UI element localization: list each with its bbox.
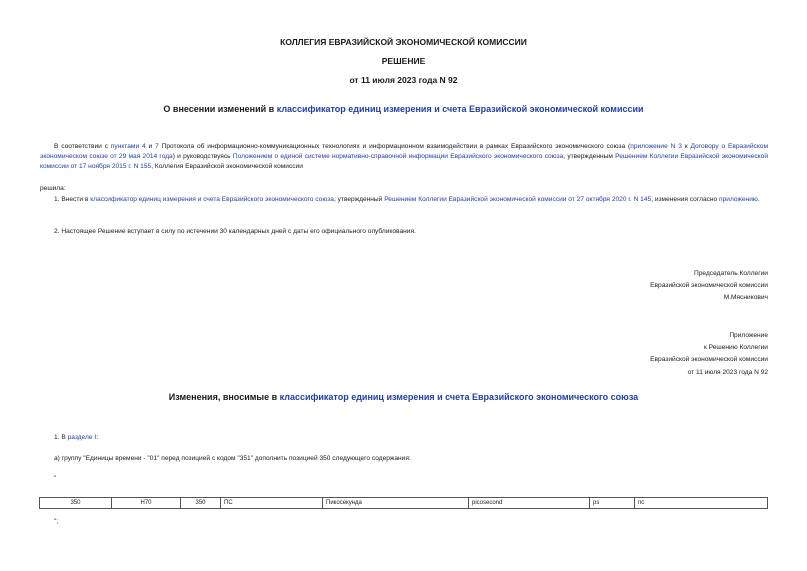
regulation-link[interactable]: Положением о единой системе нормативно-справочной информации Евразийского экономического союза	[232, 153, 564, 161]
appendix-decision: к Решению Коллегии	[703, 344, 768, 352]
decision-145-link[interactable]: Решением Коллегии Евразийской экономической комиссии от 27 октября 2020 г. N 145	[384, 196, 652, 203]
decision-155-link[interactable]: Решением Коллегии Евразийской экономической комиссии от 17 ноября 2015 г. N 155	[40, 153, 768, 171]
classifier-table	[39, 497, 768, 509]
quote-open: "	[54, 475, 57, 482]
section-1-suffix: :	[96, 434, 99, 441]
signature-name: М.Мясникович	[723, 294, 768, 302]
cell-numeric-code: 350	[181, 498, 221, 509]
cell-symbol-intl: ps	[590, 498, 635, 509]
appendix-link[interactable]: приложению	[719, 196, 758, 203]
document-title-prefix: О внесении изменений в	[163, 104, 277, 114]
quote-close: ";	[54, 518, 59, 525]
appendix-organization: Евразийской экономической комиссии	[650, 356, 768, 364]
preamble-text-6: , утвержденным	[563, 153, 616, 161]
section-i-link[interactable]: разделе I	[67, 434, 97, 441]
signature-organization: Евразийской экономической комиссии	[650, 282, 768, 290]
treaty-link[interactable]: Договору о Евразийском экономическом союзе от 29 мая 2014 года	[40, 143, 768, 161]
preamble-text-3: Протокола об информационно-коммуникационных технологиях и информационном взаимодействии в рамках Евразийского экономического союза (	[158, 143, 631, 150]
preamble-text-2: и	[145, 143, 156, 150]
cell-name-en: picosecond	[469, 498, 590, 509]
item-2-paragraph: 2. Настоящее Решение вступает в силу по истечении 30 календарных дней с даты его официального опубликования.	[54, 228, 416, 235]
preamble-text-4: к	[681, 143, 691, 150]
classifier-link[interactable]: классификатор единиц измерения и счета Евразийской экономической комиссии	[276, 104, 644, 114]
document-type: РЕШЕНИЕ	[381, 56, 426, 66]
annex-3-link[interactable]: приложение N 3	[630, 143, 682, 150]
document-date-number: от 11 июля 2023 года N 92	[349, 75, 458, 85]
changes-title	[0, 392, 807, 402]
preamble-text-1: В соответствии с	[54, 143, 111, 150]
signature-block	[518, 268, 768, 305]
preamble-paragraph	[40, 142, 768, 173]
preamble-text-7: , Коллегия Евразийской экономической комиссии	[151, 163, 303, 171]
points-4-link[interactable]: пунктами 4	[110, 143, 146, 150]
item-1-text-2: , утвержденный	[333, 196, 385, 203]
decided-label: решила:	[40, 185, 66, 192]
cell-intl-code: H70	[112, 498, 181, 509]
changes-title-prefix: Изменения, вносимые в	[168, 392, 280, 402]
item-1-text-3: , изменения согласно	[651, 196, 720, 203]
appendix-label: Приложение	[729, 332, 768, 339]
appendix-date: от 11 июля 2023 года N 92	[687, 368, 768, 376]
cell-name-ru: Пикосекунда	[323, 498, 469, 509]
preamble-text-5: ) и руководствуясь	[172, 153, 233, 161]
table-row	[40, 498, 768, 509]
cell-symbol-ru: пс	[635, 498, 768, 509]
appendix-block	[518, 330, 768, 379]
changes-classifier-link[interactable]: классификатор единиц измерения и счета Евразийского экономического союза	[279, 392, 639, 402]
document-title	[0, 104, 807, 114]
section-1-line	[54, 434, 98, 441]
cell-short-name: ПС	[221, 498, 323, 509]
item-1-text-1: 1. Внести в	[54, 196, 91, 203]
cell-code: 350	[40, 498, 112, 509]
item-1-paragraph	[40, 195, 768, 205]
section-1-prefix: 1. В	[54, 434, 68, 441]
signature-position: Председатель Коллегии	[694, 270, 768, 277]
subitem-a: а) группу "Единицы времени - "01" перед позицией с кодом "351" дополнить позицией 350 следующего содержания:	[54, 455, 411, 462]
org-title: КОЛЛЕГИЯ ЕВРАЗИЙСКОЙ ЭКОНОМИЧЕСКОЙ КОМИССИИ	[280, 37, 527, 47]
item-1-text-4: .	[757, 196, 760, 203]
classifier-union-link[interactable]: классификатор единиц измерения и счета Евразийского экономического союза	[90, 196, 334, 203]
point-7-link[interactable]: 7	[155, 143, 159, 150]
